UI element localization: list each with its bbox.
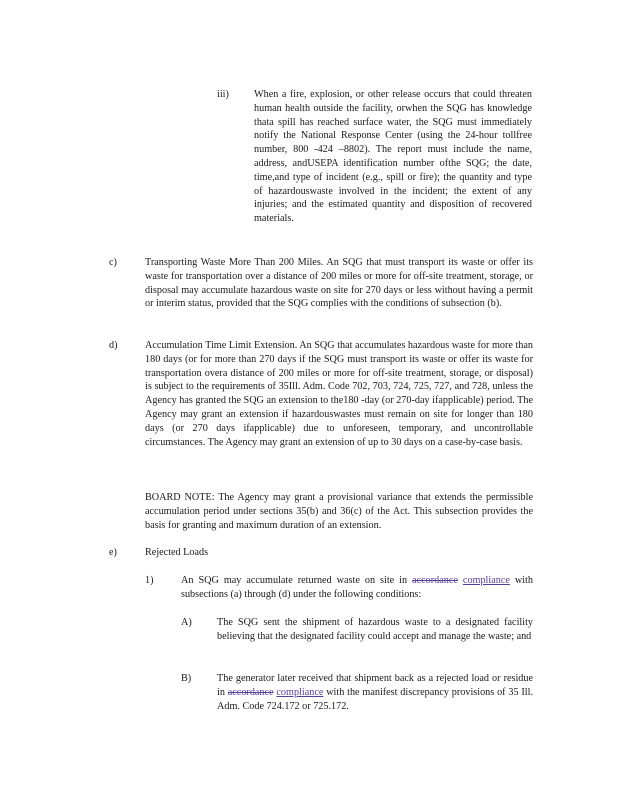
item-A-text: The SQG sent the shipment of hazardous waste to a designated facility believing that the designated facility could accept and manage the waste; and — [217, 617, 533, 642]
item-A-label: A) — [181, 617, 192, 628]
section-e-title: Rejected Loads — [145, 547, 209, 558]
item-B-paragraph — [217, 672, 533, 713]
section-e-label: e) — [109, 547, 117, 558]
item-1-text-end: with subsections (a) through (d) under the following conditions: — [181, 575, 533, 600]
deleted-text: accordance — [412, 575, 458, 586]
section-d-label: d) — [109, 340, 118, 351]
item-iii-label: iii) — [217, 89, 229, 100]
section-d-paragraph — [145, 339, 533, 449]
item-iii-text: When a fire, explosion, or other release occurs that could threaten human health outside the facility, orwhen the SQG has knowledge thata spill has reached surface water, the SQG must immediately notify the National Response Center (using the 24-hour tollfree number, 800 -424 –8802). The report must include the name, address, andUSEPA identification number ofthe SQG; the date, time,and type of incident (e.g., spill or fire); the quantity and type of hazardouswaste involved in the incident; the extent of any injuries; and the estimated quantity and disposition of recovered materials. — [254, 89, 532, 225]
section-c-text: An SQG that must transport its waste or offer its waste for transportation over a distance of 200 miles or more for off-site treatment, storage, or disposal may accumulate hazardous waste on site for 270 days or less without having a permit or interim status, provided that the SQG complies with the conditions of subsection (b). — [145, 257, 533, 310]
item-B-text-end: with the manifest discrepancy provisions of 35 Ill. Adm. Code 724.172 or 725.172. — [217, 686, 533, 712]
section-d-text: An SQG that accumulates hazardous waste for more than 180 days (or for more than 270 days if the SQG must transport its waste or offer its waste for transportation overa distance of 200 miles or more for off-site treatment, storage, or disposal) is subject to the requirements of 35Ill. Adm. Code 702, 703, 724, 725, 727, and 728, unless the Agency has granted the SQG an extension to the180 -day (or 270-day ifapplicable) period. The Agency may grant an extension if hazardouswastes must remain on site for longer than 180 days (or 270 days ifapplicable) due to unforeseen, temporary, and uncontrollable circumstances. The Agency may grant an extension of up to 30 days on a case-by-case basis. — [145, 340, 533, 448]
section-c-title: Transporting Waste More Than 200 Miles. — [145, 257, 324, 268]
section-c-paragraph — [145, 256, 533, 311]
item-1-paragraph — [181, 574, 533, 602]
inserted-text: compliance — [276, 686, 324, 698]
section-d-title: Accumulation Time Limit Extension. — [145, 340, 298, 351]
board-note: BOARD NOTE: The Agency may grant a provisional variance that extends the permissible accumulation period under sections 35(b) and 36(c) of the Act. This subsection provides the basis for granting and maximum duration of an extension. — [145, 492, 533, 531]
section-c-label: c) — [109, 257, 117, 268]
deleted-text: accordance — [227, 686, 274, 698]
item-1-label: 1) — [145, 575, 154, 586]
inserted-text: compliance — [462, 575, 510, 586]
item-1-text-start: An SQG may accumulate returned waste on site in — [181, 575, 413, 586]
item-B-text-start: The generator later received that shipment back as a rejected load or residue in — [217, 673, 533, 698]
item-B-label: B) — [181, 673, 192, 684]
